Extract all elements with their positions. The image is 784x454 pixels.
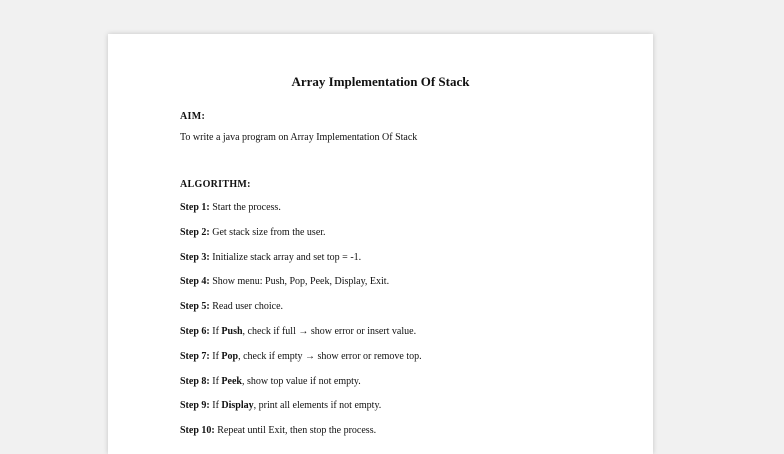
step-label: Step 7:	[180, 350, 210, 362]
algorithm-heading: ALGORITHM:	[180, 179, 251, 190]
step-2	[180, 227, 422, 252]
document-title: Array Implementation Of Stack	[291, 74, 470, 89]
aim-text: To write a java program on Array Implementation Of Stack	[180, 132, 418, 143]
step-4	[180, 276, 422, 301]
step-keyword: Display	[221, 400, 254, 412]
step-9	[180, 400, 422, 425]
step-label: Step 5:	[180, 301, 210, 313]
step-text: If	[209, 400, 222, 412]
step-8	[180, 376, 422, 401]
step-6	[180, 326, 422, 351]
step-text: Get stack size from the user.	[209, 226, 326, 238]
step-label: Step 6:	[180, 325, 210, 337]
step-text: Initialize stack array and set top = -1.	[209, 251, 362, 263]
step-text: Show menu: Push, Pop, Peek, Display, Exit.	[209, 276, 390, 288]
step-text: If	[209, 325, 222, 337]
algorithm-steps	[180, 202, 422, 450]
step-7	[180, 351, 422, 376]
step-text: , show top value if not empty.	[241, 375, 361, 387]
step-keyword: Pop	[221, 350, 239, 362]
step-text: , check if empty → show error or remove top.	[238, 350, 422, 362]
step-text: , print all elements if not empty.	[253, 400, 382, 412]
step-text: If	[209, 350, 222, 362]
step-keyword: Push	[221, 325, 243, 337]
step-keyword: Peek	[221, 375, 242, 387]
step-1	[180, 202, 422, 227]
step-text: If	[209, 375, 222, 387]
step-label: Step 8:	[180, 375, 210, 387]
aim-heading: AIM:	[180, 111, 206, 122]
step-5	[180, 301, 422, 326]
step-label: Step 1:	[180, 202, 210, 213]
step-text: Repeat until Exit, then stop the process.	[214, 425, 377, 437]
step-text: , check if full → show error or insert value.	[242, 325, 417, 337]
step-3	[180, 252, 422, 277]
step-label: Step 3:	[180, 251, 210, 263]
step-label: Step 4:	[180, 276, 210, 288]
step-label: Step 9:	[180, 400, 210, 412]
step-10	[180, 425, 422, 450]
document-page	[108, 34, 653, 454]
step-text: Read user choice.	[209, 301, 284, 313]
step-label: Step 2:	[180, 226, 210, 238]
step-text: Start the process.	[209, 202, 281, 213]
step-label: Step 10:	[180, 425, 215, 437]
